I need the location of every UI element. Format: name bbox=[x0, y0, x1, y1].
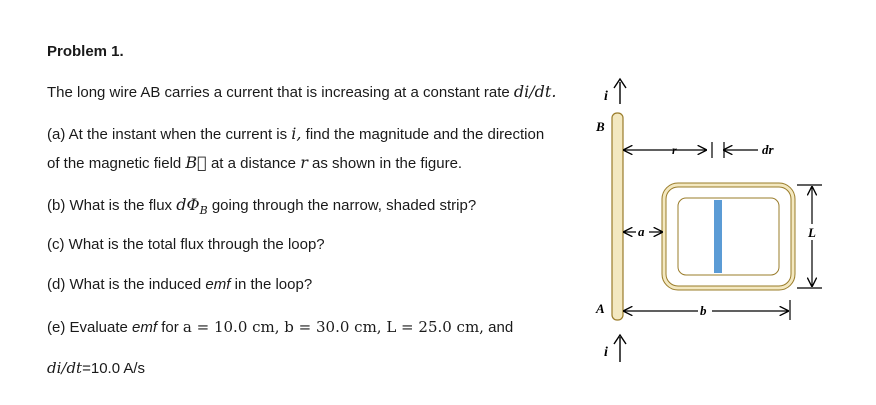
intro-text: The long wire AB carries a current that is increasing at a constant rate bbox=[47, 84, 510, 101]
part-e-and: and bbox=[488, 319, 514, 336]
label-b-point: B bbox=[596, 119, 605, 134]
part-a-text: (a) At the instant when the current is bbox=[47, 126, 288, 143]
label-i-top: i bbox=[604, 89, 608, 104]
part-c-line: (c) What is the total flux through the loop? bbox=[47, 236, 325, 253]
part-a2-text: of the magnetic field bbox=[47, 155, 182, 172]
shaded-strip bbox=[714, 200, 722, 273]
part-a2-math-b: B⃗ bbox=[185, 153, 207, 172]
part-e2-math: di/dt bbox=[47, 359, 83, 377]
part-b-sub: B bbox=[199, 204, 208, 217]
current-arrow-top-icon bbox=[614, 79, 626, 104]
label-dr: dr bbox=[762, 142, 774, 157]
label-a-point: A bbox=[596, 301, 605, 316]
part-e-emf: emf bbox=[132, 319, 158, 336]
part-b-text: (b) What is the flux bbox=[47, 197, 173, 214]
part-d-text: (d) What is the induced bbox=[47, 276, 202, 293]
intro-math: di/dt. bbox=[513, 82, 557, 101]
rectangular-loop bbox=[664, 185, 793, 288]
label-i-bottom: i bbox=[604, 345, 608, 360]
part-e-for: for bbox=[161, 319, 179, 336]
part-a2-tail: as shown in the figure. bbox=[312, 155, 463, 172]
label-l: L bbox=[808, 225, 816, 240]
label-b: b bbox=[700, 303, 707, 318]
part-a2-mid: at a distance bbox=[210, 155, 297, 172]
part-b-tail: going through the narrow, shaded strip? bbox=[211, 197, 477, 214]
part-b-math: dΦ bbox=[176, 195, 200, 214]
long-wire bbox=[612, 113, 623, 320]
current-arrow-bottom-icon bbox=[614, 335, 626, 362]
part-a-math-i: i, bbox=[291, 124, 302, 143]
part-d-tail: in the loop? bbox=[234, 276, 313, 293]
part-e-text: (e) Evaluate bbox=[47, 319, 128, 336]
part-a-tail: find the magnitude and the direction bbox=[305, 126, 545, 143]
problem-title: Problem 1. bbox=[47, 43, 124, 60]
part-d-emf: emf bbox=[205, 276, 231, 293]
label-r: r bbox=[672, 143, 677, 157]
part-a2-math-r: r bbox=[300, 153, 308, 172]
part-e2-tail: =10.0 A/s bbox=[82, 360, 146, 377]
part-e-values: a = 10.0 cm, b = 30.0 cm, L = 25.0 cm, bbox=[182, 318, 484, 336]
label-a: a bbox=[638, 224, 645, 239]
